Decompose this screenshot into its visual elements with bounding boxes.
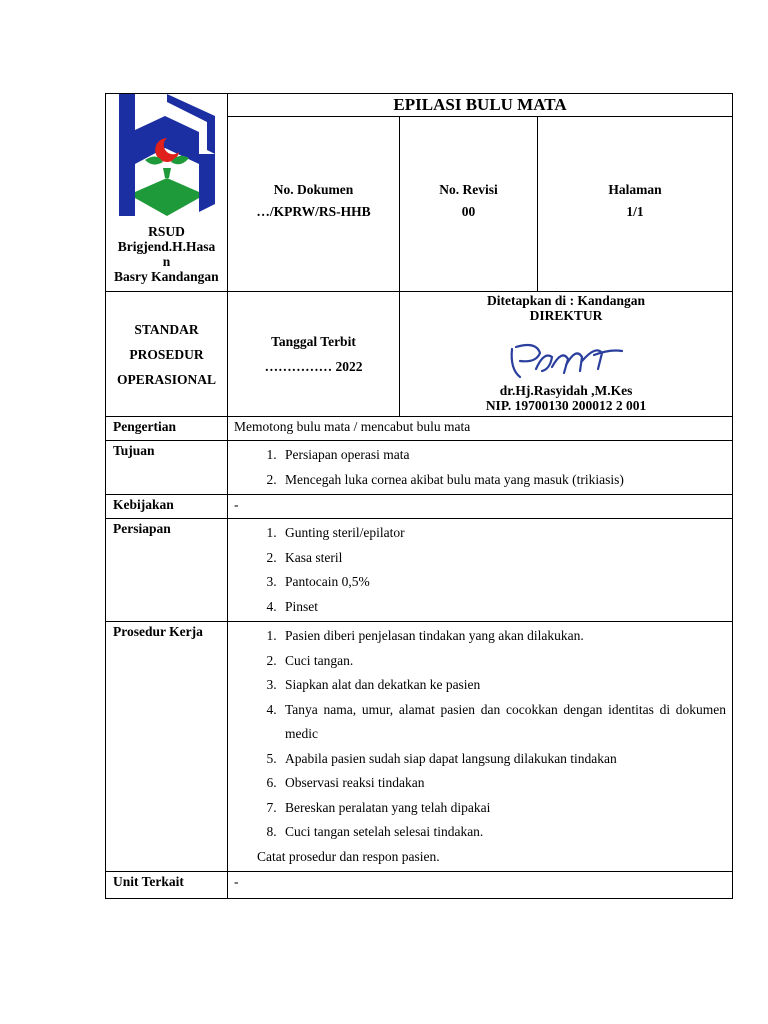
signature-image — [506, 339, 626, 383]
page-cell — [538, 117, 733, 292]
revision-cell — [400, 117, 538, 292]
revision-label: No. Revisi — [439, 182, 498, 197]
sop-document — [105, 93, 732, 899]
prosedur-content — [228, 622, 733, 872]
spo-line-1: STANDAR — [134, 321, 199, 337]
doc-number-label: No. Dokumen — [273, 182, 354, 197]
spo-line-2: PROSEDUR — [129, 346, 204, 362]
hospital-logo — [107, 94, 227, 222]
signer-nip: NIP. 19700130 200012 2 001 — [485, 398, 647, 413]
issue-date-value: …………… 2022 — [264, 359, 363, 374]
doc-number-value: …/KPRW/RS-HHB — [256, 204, 371, 219]
doc-number-cell — [228, 117, 400, 292]
list-item: 5. Apabila pasien sudah siap dapat langsung dilakukan tindakan — [280, 747, 726, 772]
unit-text: - — [228, 871, 733, 898]
pengertian-text: Memotong bulu mata / mencabut bulu mata — [228, 417, 733, 441]
prosedur-list — [234, 624, 726, 845]
document-title: EPILASI BULU MATA — [228, 94, 733, 117]
list-item: 4. Pinset — [280, 595, 726, 620]
sop-table — [105, 93, 733, 899]
list-item: 2. Mencegah luka cornea akibat bulu mata yang masuk (trikiasis) — [280, 468, 726, 493]
kebijakan-label: Kebijakan — [106, 495, 228, 519]
unit-label: Unit Terkait — [106, 871, 228, 898]
persiapan-list — [234, 521, 726, 619]
list-item: 1. Persiapan operasi mata — [280, 443, 726, 468]
prosedur-note: Catat prosedur dan respon pasien. — [257, 848, 440, 864]
list-item: 1. Pasien diberi penjelasan tindakan yang akan dilakukan. — [280, 624, 726, 649]
institution-name — [106, 222, 227, 284]
list-item: 8. Cuci tangan setelah selesai tindakan. — [280, 820, 726, 845]
persiapan-content — [228, 519, 733, 622]
list-item: 3. Siapkan alat dan dekatkan ke pasien — [280, 673, 726, 698]
page-label: Halaman — [608, 182, 662, 197]
list-item: 2. Kasa steril — [280, 546, 726, 571]
institution-line-4: Basry Kandangan — [114, 269, 219, 284]
institution-line-3: n — [162, 254, 171, 269]
list-item: 2. Cuci tangan. — [280, 649, 726, 674]
list-item: 4. Tanya nama, umur, alamat pasien dan cocokkan dengan identitas di dokumen medic — [280, 698, 726, 747]
pengertian-label: Pengertian — [106, 417, 228, 441]
institution-cell — [106, 94, 228, 292]
list-item: 7. Bereskan peralatan yang telah dipakai — [280, 796, 726, 821]
revision-value: 00 — [461, 204, 476, 219]
approval-cell — [400, 292, 733, 417]
page-value: 1/1 — [626, 204, 644, 219]
issue-date-cell — [228, 292, 400, 417]
institution-line-1: RSUD — [148, 224, 185, 239]
institution-line-2: Brigjend.H.Hasa — [117, 239, 216, 254]
signer-name: dr.Hj.Rasyidah ,M.Kes — [499, 383, 633, 398]
spo-line-3: OPERASIONAL — [116, 371, 216, 387]
tujuan-content — [228, 441, 733, 495]
persiapan-label: Persiapan — [106, 519, 228, 622]
spo-cell — [106, 292, 228, 417]
list-item: 1. Gunting steril/epilator — [280, 521, 726, 546]
set-at-text: Ditetapkan di : Kandangan — [487, 293, 645, 308]
issue-date-label: Tanggal Terbit — [271, 334, 356, 349]
tujuan-list — [234, 443, 726, 492]
list-item: 3. Pantocain 0,5% — [280, 570, 726, 595]
prosedur-label: Prosedur Kerja — [106, 622, 228, 872]
position-text: DIREKTUR — [529, 308, 603, 323]
list-item: 6. Observasi reaksi tindakan — [280, 771, 726, 796]
tujuan-label: Tujuan — [106, 441, 228, 495]
kebijakan-text: - — [228, 495, 733, 519]
